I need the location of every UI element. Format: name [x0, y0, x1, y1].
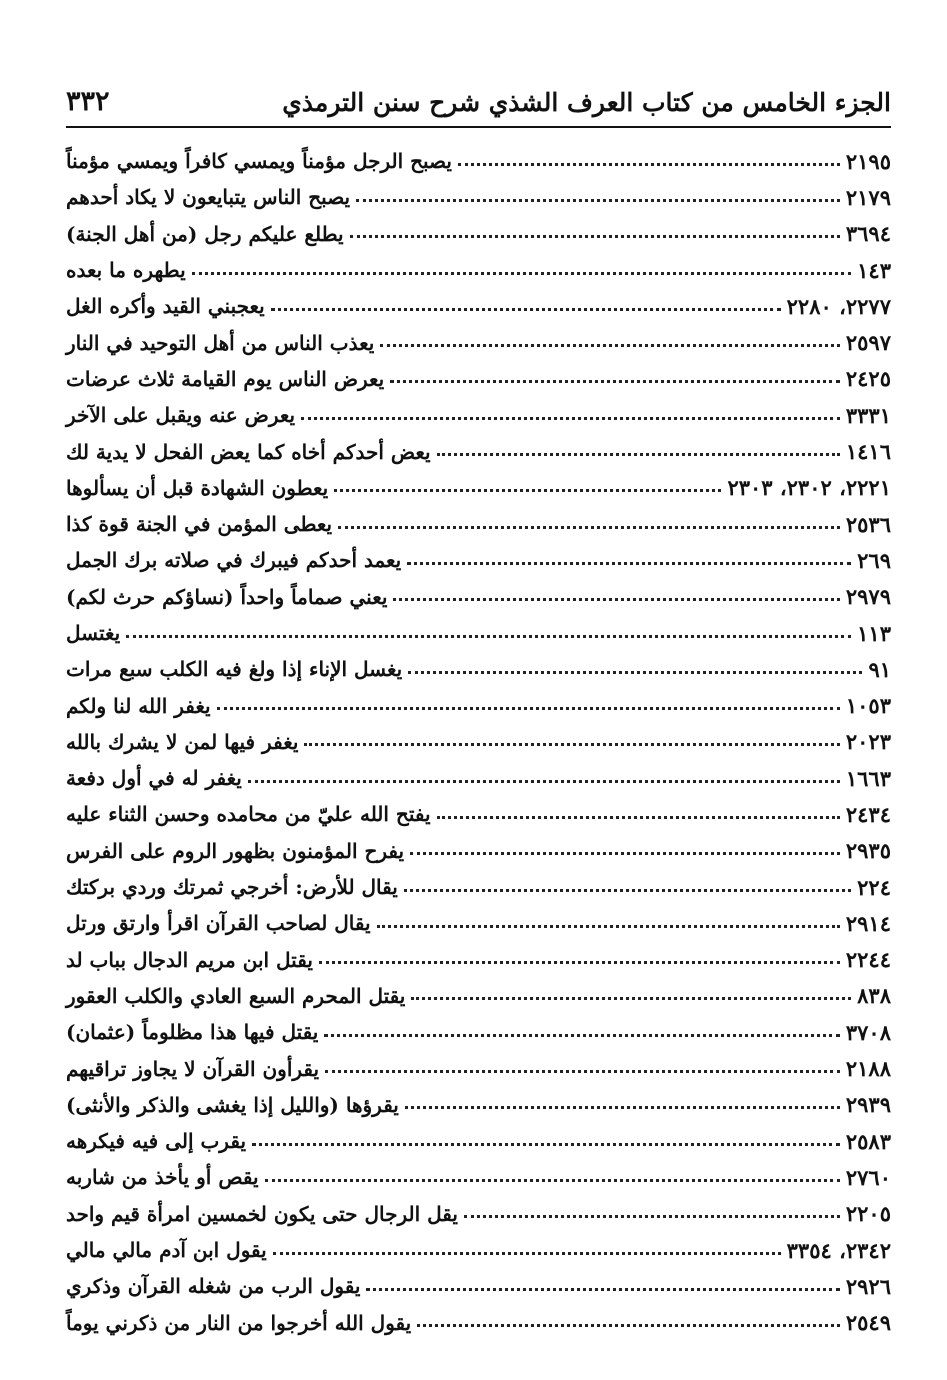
entry-text: يعمد أحدكم فيبرك في صلاته برك الجمل: [66, 548, 402, 573]
entry-hadith-numbers: ٢٥٣٦: [845, 511, 891, 537]
entry-hadith-numbers: ١١٣: [857, 620, 891, 646]
entry-text: يعرض عنه ويقبل على الآخر: [66, 403, 296, 428]
index-entry: [66, 324, 891, 360]
index-entry: [66, 179, 891, 215]
index-entry: [66, 687, 891, 723]
entry-text: يقرب إلى فيه فيكرهه: [66, 1129, 247, 1154]
entry-text: يقص أو يأخذ من شاربه: [66, 1165, 259, 1190]
index-entry: [66, 978, 891, 1014]
entry-hadith-numbers: ١٠٥٣: [845, 693, 891, 719]
entry-hadith-numbers: ٢٩٧٩: [845, 584, 891, 610]
entry-text: يعني صماماً واحداً (نساؤكم حرث لكم): [66, 584, 388, 609]
dot-leader: [417, 1324, 840, 1327]
entry-text: يقتل ابن مريم الدجال بباب لد: [66, 947, 313, 972]
entry-hadith-numbers: ٢٢٧٧، ٢٢٨٠: [786, 293, 891, 319]
index-entry: [66, 1050, 891, 1086]
entry-hadith-numbers: ١٤١٦: [845, 439, 891, 465]
dot-leader: [407, 562, 851, 565]
dot-leader: [404, 889, 851, 892]
index-entry: [66, 361, 891, 397]
entry-hadith-numbers: ٢٤٢٥: [845, 366, 891, 392]
index-entry: [66, 397, 891, 433]
entry-hadith-numbers: ٢٩١٤: [845, 910, 891, 936]
entry-text: يعجبني القيد وأكره الغل: [66, 294, 265, 319]
dot-leader: [265, 1179, 840, 1182]
dot-leader: [301, 417, 840, 420]
dot-leader: [192, 272, 852, 275]
dot-leader: [405, 1106, 840, 1109]
entry-hadith-numbers: ٢٥٤٩: [845, 1310, 891, 1336]
entry-text: يقال للأرض: أخرجي ثمرتك وردي بركتك: [66, 875, 398, 900]
entry-hadith-numbers: ٣٦٩٤: [845, 221, 891, 247]
entry-hadith-numbers: ٢٢٢١، ٢٣٠٢، ٢٣٠٣: [727, 475, 891, 501]
index-entry: [66, 942, 891, 978]
entry-hadith-numbers: ٢٥٨٣: [845, 1128, 891, 1154]
index-entry: [66, 1014, 891, 1050]
entry-text: يعطى المؤمن في الجنة قوة كذا: [66, 512, 333, 537]
entry-text: يقل الرجال حتى يكون لخمسين امرأة قيم واحد: [66, 1201, 458, 1226]
index-entry: [66, 579, 891, 615]
dot-leader: [411, 997, 851, 1000]
entry-hadith-numbers: ١٦٦٣: [845, 765, 891, 791]
index-entry: [66, 542, 891, 578]
page-number: ٣٣٢: [66, 86, 110, 117]
index-entry: [66, 796, 891, 832]
dot-leader: [393, 598, 839, 601]
index-entry: [66, 506, 891, 542]
dot-leader: [350, 235, 840, 238]
entry-hadith-numbers: ٩١: [868, 656, 891, 682]
entry-text: يقرأون القرآن لا يجاوز تراقيهم: [66, 1056, 320, 1081]
dot-leader: [304, 743, 839, 746]
entry-text: يصبح الرجل مؤمناً ويمسي كافراً ويمسي مؤمناً: [66, 149, 452, 174]
entry-hadith-numbers: ١٤٣: [857, 257, 891, 283]
entry-text: يطلع عليكم رجل (من أهل الجنة): [66, 221, 344, 246]
entry-hadith-numbers: ٢٩٢٦: [845, 1273, 891, 1299]
dot-leader: [464, 1215, 840, 1218]
index-entries: [66, 143, 891, 1341]
entry-text: يعذب الناس من أهل التوحيد في النار: [66, 330, 375, 355]
index-entry: [66, 1232, 891, 1268]
entry-text: يقول ابن آدم مالي مالي: [66, 1238, 267, 1263]
entry-text: يغفر الله لنا ولكم: [66, 693, 211, 718]
dot-leader: [356, 199, 840, 202]
dot-leader: [377, 925, 840, 928]
index-entry: [66, 1196, 891, 1232]
dot-leader: [334, 489, 721, 492]
dot-leader: [458, 163, 840, 166]
dot-leader: [273, 1252, 781, 1255]
index-entry: [66, 1305, 891, 1341]
index-entry: [66, 905, 891, 941]
entry-hadith-numbers: ٢٥٩٧: [845, 330, 891, 356]
entry-hadith-numbers: ٢٠٢٣: [845, 729, 891, 755]
index-entry: [66, 470, 891, 506]
dot-leader: [380, 344, 840, 347]
dot-leader: [319, 961, 840, 964]
dot-leader: [366, 1288, 839, 1291]
entry-text: يفرح المؤمنون بظهور الروم على الفرس: [66, 838, 405, 863]
entry-text: يقتل المحرم السبع العادي والكلب العقور: [66, 983, 406, 1008]
dot-leader: [325, 1070, 840, 1073]
dot-leader: [126, 635, 851, 638]
dot-leader: [338, 526, 840, 529]
entry-hadith-numbers: ٢٢٤٤: [845, 947, 891, 973]
entry-text: يعض أحدكم أخاه كما يعض الفحل لا يدية لك: [66, 439, 431, 464]
header-title: الجزء الخامس من كتاب العرف الشذي شرح سنن الترمذي: [282, 88, 891, 117]
entry-text: يغسل الإناء إذا ولغ فيه الكلب سبع مرات: [66, 657, 403, 682]
index-entry: [66, 869, 891, 905]
entry-text: يصبح الناس يتبايعون لا يكاد أحدهم: [66, 185, 351, 210]
entry-hadith-numbers: ٢٤٣٤: [845, 801, 891, 827]
index-entry: [66, 724, 891, 760]
entry-text: يفتح الله عليّ من محامده وحسن الثناء عليه: [66, 802, 431, 827]
entry-hadith-numbers: ٢٩٣٩: [845, 1092, 891, 1118]
entry-text: يطهره ما بعده: [66, 258, 186, 283]
entry-text: يعطون الشهادة قبل أن يسألوها: [66, 475, 329, 500]
entry-hadith-numbers: ٢١٩٥: [845, 148, 891, 174]
dot-leader: [410, 852, 840, 855]
dot-leader: [217, 707, 840, 710]
entry-hadith-numbers: ٢٧٦٠: [845, 1164, 891, 1190]
dot-leader: [437, 816, 840, 819]
index-entry: [66, 216, 891, 252]
dot-leader: [408, 671, 862, 674]
index-entry: [66, 1123, 891, 1159]
entry-text: يغفر فيها لمن لا يشرك بالله: [66, 729, 299, 754]
index-entry: [66, 433, 891, 469]
entry-hadith-numbers: ٨٣٨: [857, 983, 891, 1009]
entry-hadith-numbers: ٢٦٩: [857, 547, 891, 573]
dot-leader: [271, 308, 781, 311]
index-entry: [66, 760, 891, 796]
entry-hadith-numbers: ٢٩٣٥: [845, 838, 891, 864]
entry-text: يقرؤها (والليل إذا يغشى والذكر والأنثى): [66, 1092, 399, 1117]
entry-text: يقتل فيها هذا مظلوماً (عثمان): [66, 1020, 319, 1045]
index-entry: [66, 143, 891, 179]
dot-leader: [252, 1143, 840, 1146]
index-entry: [66, 288, 891, 324]
dot-leader: [324, 1034, 840, 1037]
entry-hadith-numbers: ٢٢٤: [857, 874, 891, 900]
entry-text: يغفر له في أول دفعة: [66, 766, 242, 791]
entry-text: يغتسل: [66, 621, 121, 645]
index-entry: [66, 615, 891, 651]
entry-text: يعرض الناس يوم القيامة ثلاث عرضات: [66, 366, 385, 391]
entry-text: يقول الله أخرجوا من النار من ذكرني يوماً: [66, 1310, 412, 1335]
index-entry: [66, 651, 891, 687]
index-entry: [66, 1159, 891, 1195]
entry-hadith-numbers: ٢٢٠٥: [845, 1201, 891, 1227]
entry-hadith-numbers: ٢١٧٩: [845, 184, 891, 210]
entry-text: يقول الرب من شغله القرآن وذكري: [66, 1274, 361, 1299]
entry-hadith-numbers: ٣٧٠٨: [845, 1019, 891, 1045]
index-entry: [66, 1268, 891, 1304]
page-header: [66, 78, 891, 128]
entry-hadith-numbers: ٢١٨٨: [845, 1056, 891, 1082]
entry-hadith-numbers: ٢٣٤٢، ٣٣٥٤: [786, 1237, 891, 1263]
index-entry: [66, 833, 891, 869]
dot-leader: [437, 453, 840, 456]
entry-hadith-numbers: ٣٣٣١: [845, 402, 891, 428]
dot-leader: [390, 380, 840, 383]
index-entry: [66, 1087, 891, 1123]
entry-text: يقال لصاحب القرآن اقرأ وارتق ورتل: [66, 911, 371, 936]
index-entry: [66, 252, 891, 288]
dot-leader: [248, 780, 840, 783]
